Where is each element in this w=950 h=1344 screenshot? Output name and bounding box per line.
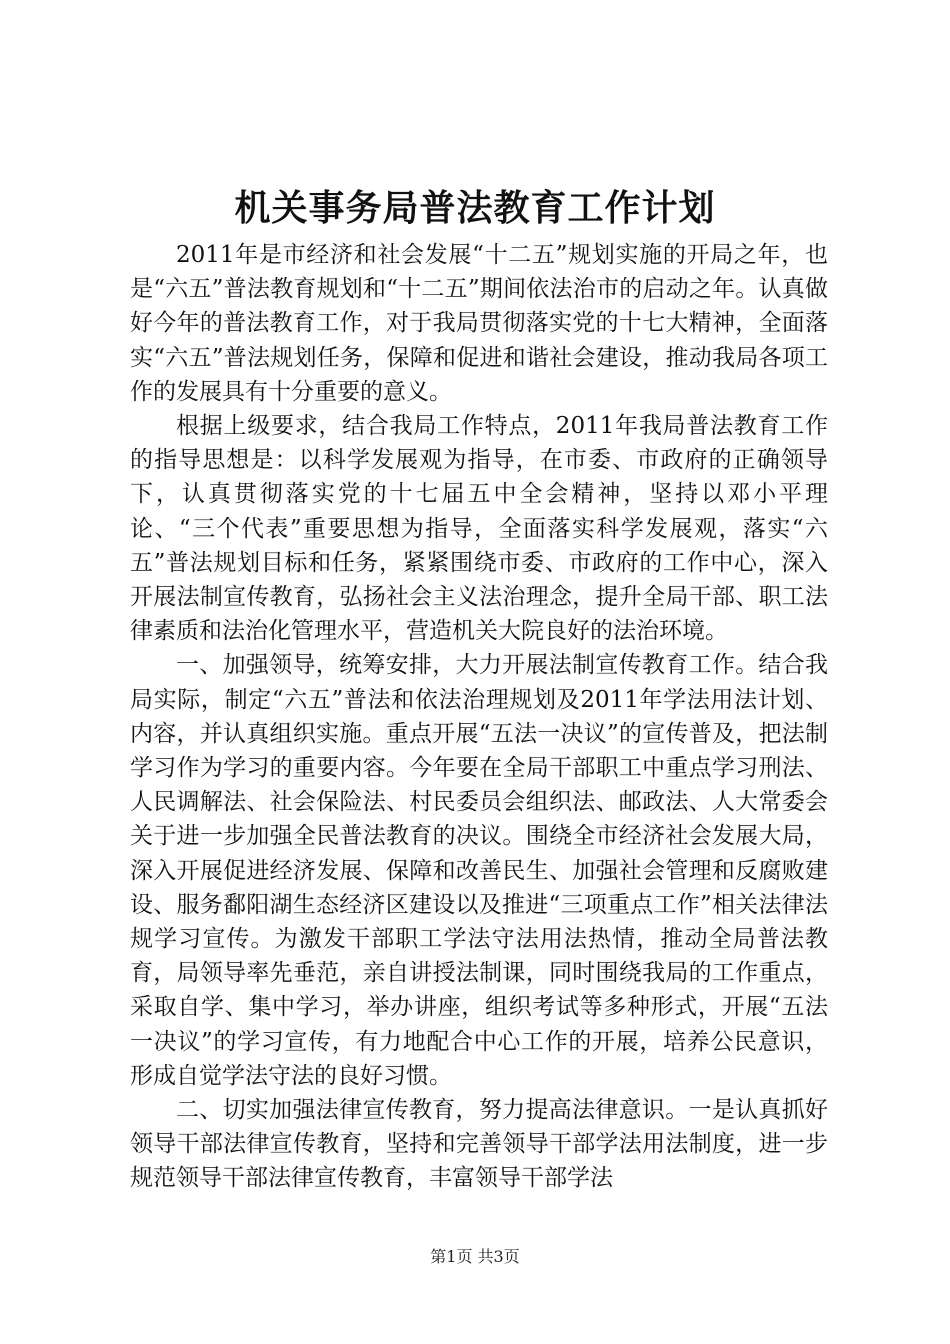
paragraph-section-two: 二、切实加强法律宣传教育，努力提高法律意识。一是认真抓好领导干部法律宣传教育，坚持和完善领导干部学法用法制度，进一步规范领导干部法律宣传教育，丰富领导干部学法: [130, 1097, 828, 1192]
paragraph-intro: 2011年是市经济和社会发展“十二五”规划实施的开局之年，也是“六五”普法教育规划和“十二五”期间依法治市的启动之年。认真做好今年的普法教育工作，对于我局贯彻落实党的十七大精神，全面落实“六五”普法规划任务，保障和促进和谐社会建设，推动我局各项工作的发展具有十分重要的意义。: [130, 242, 828, 405]
paragraph-section-one: 一、加强领导，统筹安排，大力开展法制宣传教育工作。结合我局实际，制定“六五”普法和依法治理规划及2011年学法用法计划、内容，并认真组织实施。重点开展“五法一决议”的宣传普及，把法制学习作为学习的重要内容。今年要在全局干部职工中重点学习刑法、人民调解法、社会保险法、村民委员会组织法、邮政法、人大常委会关于进一步加强全民普法教育的决议。围绕全市经济社会发展大局，深入开展促进经济发展、保障和改善民生、加强社会管理和反腐败建设、服务鄱阳湖生态经济区建设以及推进“三项重点工作”相关法律法规学习宣传。为激发干部职工学法守法用法热情，推动全局普法教育，局领导率先垂范，亲自讲授法制课，同时围绕我局的工作重点，采取自学、集中学习，举办讲座，组织考试等多种形式，开展“五法一决议”的学习宣传，有力地配合中心工作的开展，培养公民意识，形成自觉学法守法的良好习惯。: [130, 652, 828, 1089]
document-body: [130, 238, 828, 1196]
paragraph-guiding-ideology: 根据上级要求，结合我局工作特点，2011年我局普法教育工作的指导思想是：以科学发展观为指导，在市委、市政府的正确领导下，认真贯彻落实党的十七届五中全会精神，坚持以邓小平理论、“三个代表”重要思想为指导，全面落实科学发展观，落实“六五”普法规划目标和任务，紧紧围绕市委、市政府的工作中心，深入开展法制宣传教育，弘扬社会主义法治理念，提升全局干部、职工法律素质和法治化管理水平，营造机关大院良好的法治环境。: [130, 413, 828, 645]
page-footer: 第1页 共3页: [430, 1247, 520, 1266]
document-title: 机关事务局普法教育工作计划: [234, 187, 716, 229]
